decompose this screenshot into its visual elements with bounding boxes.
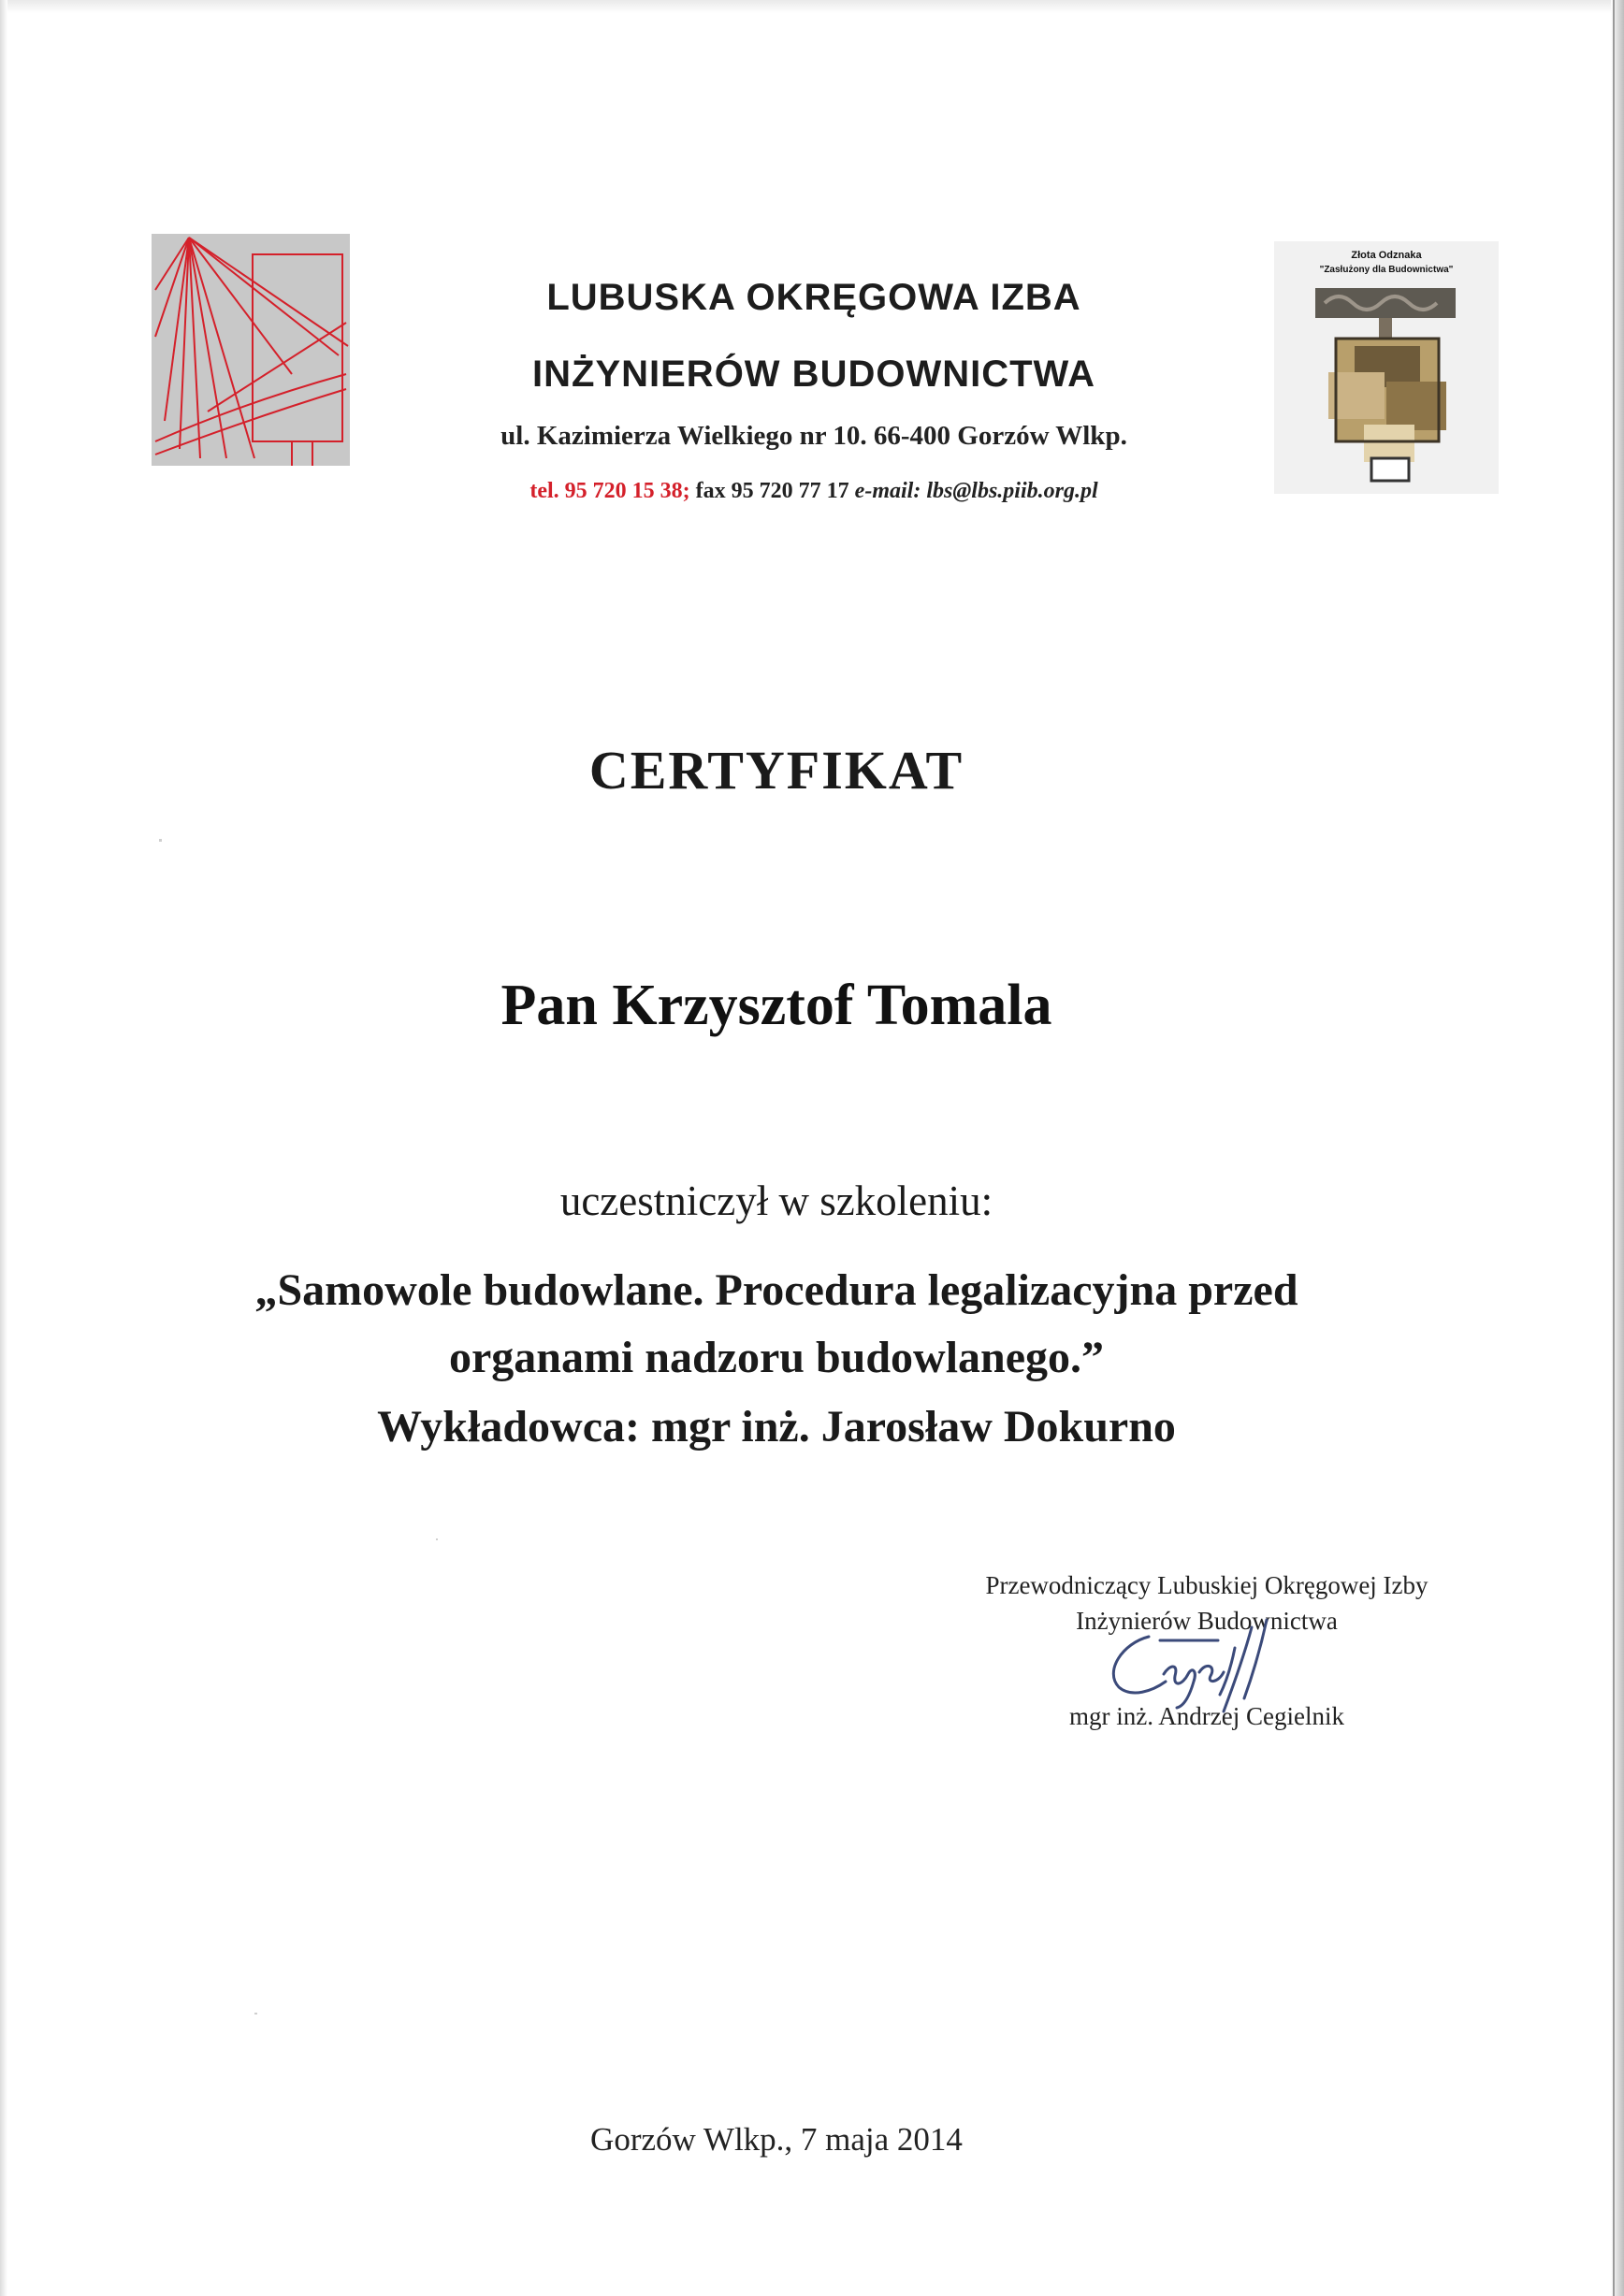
contact-fax: fax 95 720 77 17 <box>695 479 849 503</box>
signatory-name: mgr inż. Andrzej Cegielnik <box>1069 1702 1344 1730</box>
org-name-line-2: INŻYNIERÓW BUDOWNICTWA <box>532 354 1095 395</box>
participation-text: uczestniczył w szkoleniu: <box>559 1177 993 1224</box>
scan-speck <box>159 839 162 842</box>
org-name-line-1: LUBUSKA OKRĘGOWA IZBA <box>546 277 1081 318</box>
medal-image <box>1274 241 1499 494</box>
scan-speck <box>254 2013 257 2014</box>
scan-edge-line <box>1613 0 1615 2296</box>
certificate-title: CERTYFIKAT <box>588 740 964 801</box>
signatory-title-line-2: Inżynierów Budownictwa <box>1076 1607 1338 1635</box>
place-and-date: Gorzów Wlkp., 7 maja 2014 <box>590 2121 963 2158</box>
signatory-title-line-1: Przewodniczący Lubuskiej Okręgowej Izby <box>985 1571 1428 1599</box>
lecturer-line: Wykładowca: mgr inż. Jarosław Dokurno <box>377 1402 1176 1451</box>
recipient-name: Pan Krzysztof Tomala <box>500 974 1052 1037</box>
medal-caption-1: Złota Odznaka <box>1351 250 1422 261</box>
contact-tel: tel. 95 720 15 38; <box>529 479 690 503</box>
scan-edge-left <box>0 0 7 2296</box>
course-title-line-2: organami nadzoru budowlanego.” <box>448 1333 1105 1382</box>
contact-email-label: e-mail: <box>854 479 921 503</box>
chamber-logo <box>152 234 350 466</box>
org-contact <box>355 479 1272 504</box>
scan-edge-top <box>0 0 1624 13</box>
course-title-line-1: „Samowole budowlane. Procedura legalizacyjna przed <box>254 1265 1298 1315</box>
medal-caption-2: "Zasłużony dla Budownictwa" <box>1319 265 1454 275</box>
contact-email: lbs@lbs.piib.org.pl <box>926 479 1098 503</box>
org-address: ul. Kazimierza Wielkiego nr 10. 66-400 Gorzów Wlkp. <box>500 421 1127 451</box>
scan-speck <box>436 1538 438 1540</box>
